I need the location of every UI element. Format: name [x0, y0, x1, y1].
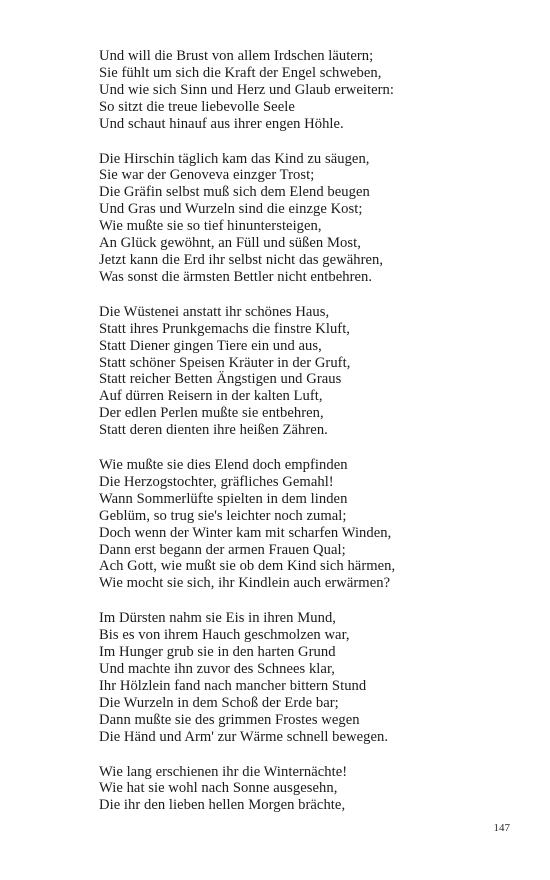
verse-line: Was sonst die ärmsten Bettler nicht entbehren. — [99, 268, 373, 285]
verse-line: Dann erst begann der armen Frauen Qual; — [99, 541, 346, 558]
stanza-5 — [99, 610, 519, 745]
verse-line: Im Dürsten nahm sie Eis in ihren Mund, — [99, 610, 336, 627]
verse-line: Wie hat sie wohl nach Sonne ausgesehn, — [99, 780, 338, 797]
verse-line: Geblüm, so trug sie's leichter noch zumal; — [99, 507, 347, 524]
verse-line: An Glück gewöhnt, an Füll und süßen Most, — [99, 235, 361, 252]
verse-line: Der edlen Perlen mußte sie entbehren, — [99, 405, 324, 422]
page-number: 147 — [493, 822, 510, 834]
verse-line: Die Herzogstochter, gräfliches Gemahl! — [99, 473, 334, 490]
verse-line: Die ihr den lieben hellen Morgen brächte, — [99, 797, 346, 814]
verse-line: Sie war der Genoveva einzger Trost; — [99, 167, 315, 184]
verse-line: Die Hirschin täglich kam das Kind zu säugen, — [99, 150, 370, 167]
poem-text — [99, 48, 519, 832]
verse-line: Wie lang erschienen ihr die Winternächte! — [99, 763, 348, 780]
verse-line: Die Wüstenei anstatt ihr schönes Haus, — [99, 303, 330, 320]
verse-line: Dann mußte sie des grimmen Frostes wegen — [99, 711, 360, 728]
verse-line: Die Gräfin selbst muß sich dem Elend beugen — [99, 184, 370, 201]
verse-line: Bis es von ihrem Hauch geschmolzen war, — [99, 627, 350, 644]
stanza-4 — [99, 457, 519, 592]
verse-line: Und wie sich Sinn und Herz und Glaub erweitern: — [99, 81, 394, 98]
verse-line: Und will die Brust von allem Irdschen läutern; — [99, 48, 374, 64]
verse-line: Statt reicher Betten Ängstigen und Graus — [99, 371, 342, 388]
verse-line: Wann Sommerlüfte spielten in dem linden — [99, 490, 348, 507]
verse-line: Wie mocht sie sich, ihr Kindlein auch erwärmen? — [99, 575, 391, 592]
verse-line: Wie mußte sie so tief hinuntersteigen, — [99, 218, 322, 235]
verse-line: Und Gras und Wurzeln sind die einzge Kost; — [99, 201, 363, 218]
verse-line: Ihr Hölzlein fand nach mancher bittern Stund — [99, 677, 367, 694]
stanza-3 — [99, 304, 519, 439]
verse-line: Die Händ und Arm' zur Wärme schnell bewegen. — [99, 728, 389, 745]
verse-line: Jetzt kann die Erd ihr selbst nicht das gewähren, — [99, 251, 384, 268]
verse-line: Die Wurzeln in dem Schoß der Erde bar; — [99, 694, 339, 711]
verse-line: Auf dürren Reisern in der kalten Luft, — [99, 388, 323, 405]
verse-line: Statt schöner Speisen Kräuter in der Gruft, — [99, 354, 351, 371]
stanza-1 — [99, 48, 519, 133]
stanza-6 — [99, 764, 519, 815]
verse-line: Und machte ihn zuvor des Schnees klar, — [99, 661, 335, 677]
verse-line: Doch wenn der Winter kam mit scharfen Winden, — [99, 524, 392, 541]
stanza-2 — [99, 151, 519, 286]
verse-line: Wie mußte sie dies Elend doch empfinden — [99, 457, 348, 474]
verse-line: Ach Gott, wie mußt sie ob dem Kind sich härmen, — [99, 558, 396, 575]
verse-line: Und schaut hinauf aus ihrer engen Höhle. — [99, 115, 344, 132]
verse-line: Sie fühlt um sich die Kraft der Engel schweben, — [99, 64, 382, 81]
verse-line: Im Hunger grub sie in den harten Grund — [99, 644, 336, 661]
verse-line: Statt deren dienten ihre heißen Zähren. — [99, 422, 328, 439]
verse-line: So sitzt die treue liebevolle Seele — [99, 98, 295, 115]
verse-line: Statt Diener gingen Tiere ein und aus, — [99, 337, 322, 354]
verse-line: Statt ihres Prunkgemachs die finstre Kluft, — [99, 320, 351, 337]
